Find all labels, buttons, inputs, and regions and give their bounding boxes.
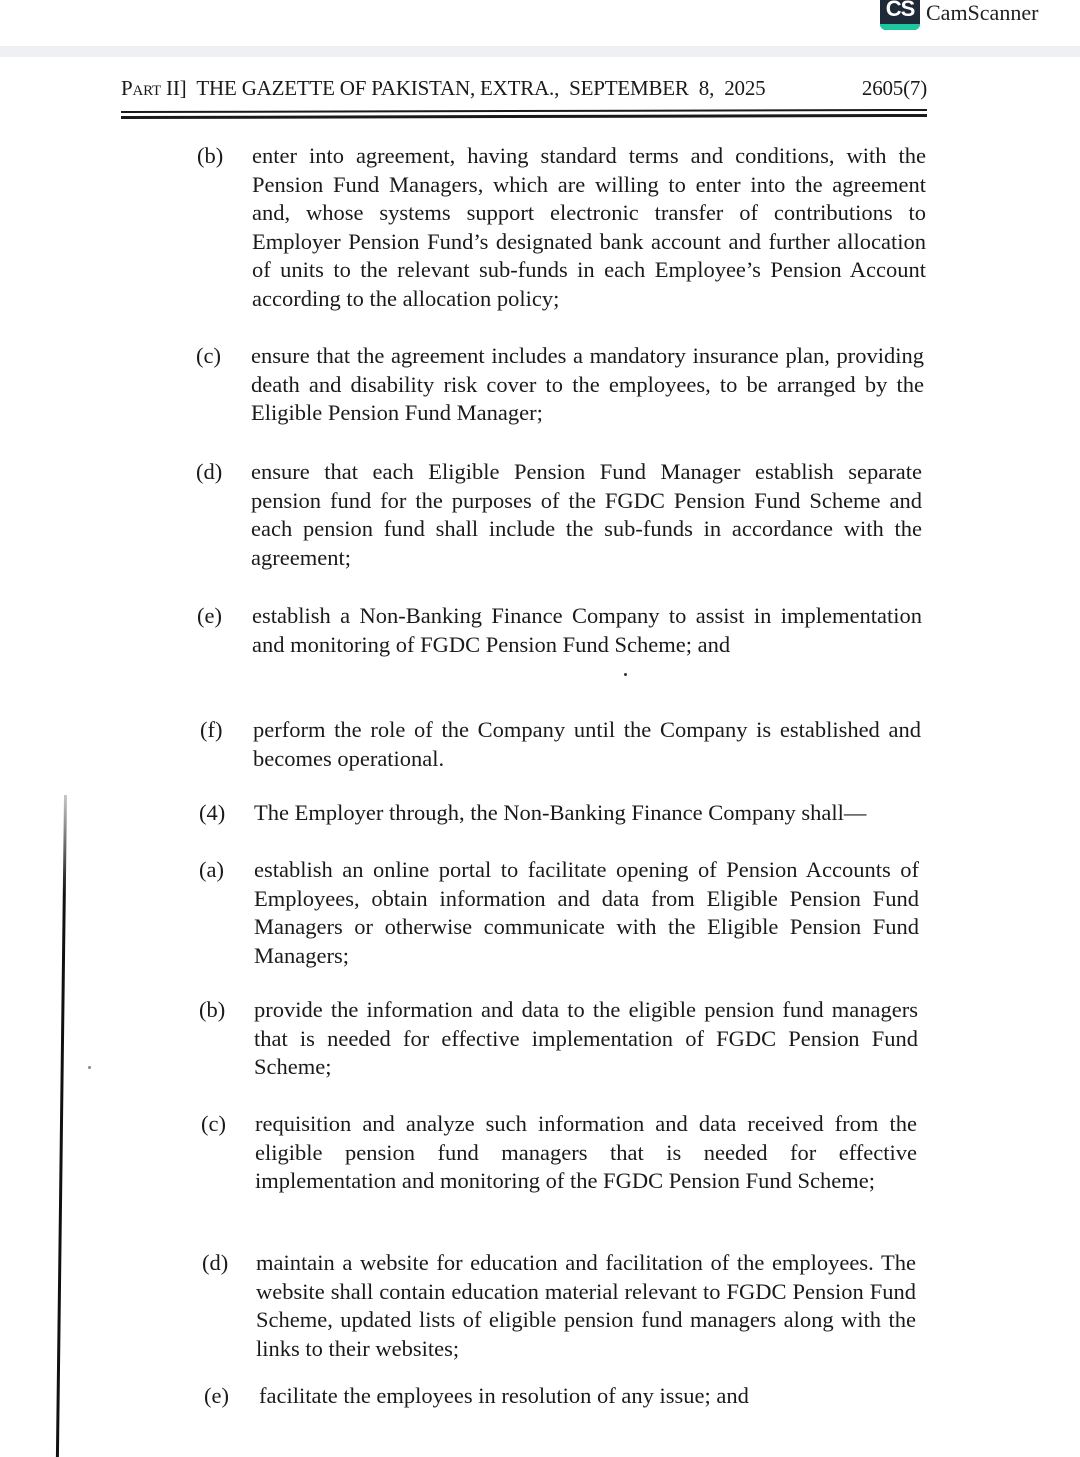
clause-text: ensure that the agreement includes a mandatory insurance plan, providing death and disability risk cover to the employees, to be arranged by the Eligible Pension Fund Manager; bbox=[251, 343, 924, 426]
clause-label: (d) bbox=[202, 1250, 229, 1275]
clause-text: establish an online portal to facilitate opening of Pension Accounts of Employees, obtain information and data from Eligible Pension Fund Managers or otherwise communicate with the Eligible Pension Fund Managers; bbox=[254, 857, 919, 968]
scan-speck bbox=[88, 1066, 91, 1069]
header-page-number: 2605(7) bbox=[861, 76, 927, 100]
clause-label: (e) bbox=[204, 1383, 229, 1408]
camscanner-logo-icon bbox=[880, 0, 920, 30]
clause-label: (b) bbox=[197, 143, 224, 168]
clause-label: (4) bbox=[199, 800, 226, 825]
clause-label: (c) bbox=[201, 1111, 226, 1136]
clause-label: (d) bbox=[196, 459, 223, 484]
clause-text: The Employer through, the Non-Banking Finance Company shall— bbox=[254, 800, 867, 825]
header-rule-thick bbox=[121, 114, 927, 119]
clause-text: maintain a website for education and facilitation of the employees. The website shall contain education material relevant to FGDC Pension Fund Scheme, updated lists of eligible pension fund managers along with the links to their websites; bbox=[256, 1250, 916, 1361]
page-edge-line bbox=[56, 795, 67, 1457]
header-title: THE GAZETTE OF PAKISTAN, EXTRA., bbox=[196, 76, 560, 100]
header-part: Part II] bbox=[121, 76, 187, 100]
clause-text: ensure that each Eligible Pension Fund Manager establish separate pension fund for the purposes of the FGDC Pension Fund Scheme and each pension fund shall include the sub-funds in accordance with the agreement; bbox=[251, 459, 922, 570]
clause-text: perform the role of the Company until the Company is established and becomes operational. bbox=[253, 717, 921, 771]
gazette-header bbox=[121, 76, 927, 101]
clause-label: (b) bbox=[199, 997, 226, 1022]
clause-text: requisition and analyze such information and data received from the eligible pension fund managers that is needed for effective implementation and monitoring of the FGDC Pension Fund Scheme; bbox=[255, 1111, 917, 1194]
clause-text: provide the information and data to the eligible pension fund managers that is needed for effective implementation of FGDC Pension Fund Scheme; bbox=[254, 997, 918, 1080]
app-name: CamScanner bbox=[926, 0, 1039, 25]
header-date: SEPTEMBER 8, 2025 bbox=[569, 76, 766, 100]
clause-label: (c) bbox=[196, 343, 221, 368]
clause-label: (f) bbox=[200, 717, 223, 742]
clause-text: establish a Non-Banking Finance Company to assist in implementation and monitoring of FGDC Pension Fund Scheme; and bbox=[252, 603, 922, 657]
clause-label: (e) bbox=[197, 603, 222, 628]
scan-speck bbox=[624, 673, 627, 676]
clause-text: enter into agreement, having standard terms and conditions, with the Pension Fund Managers, which are willing to enter into the agreement and, whose systems support electronic transfer of contributions to Employer Pension Fund’s designated bank account and further allocation of units to the relevant sub-funds in each Employee’s Pension Account according to the allocation policy; bbox=[252, 143, 926, 311]
clause-label: (a) bbox=[199, 857, 224, 882]
header-rule-thin bbox=[121, 109, 927, 113]
logo-text: CS bbox=[885, 0, 915, 21]
clause-text: facilitate the employees in resolution of any issue; and bbox=[259, 1383, 749, 1408]
app-top-band bbox=[0, 46, 1080, 57]
logo-accent-stripe bbox=[880, 24, 920, 30]
